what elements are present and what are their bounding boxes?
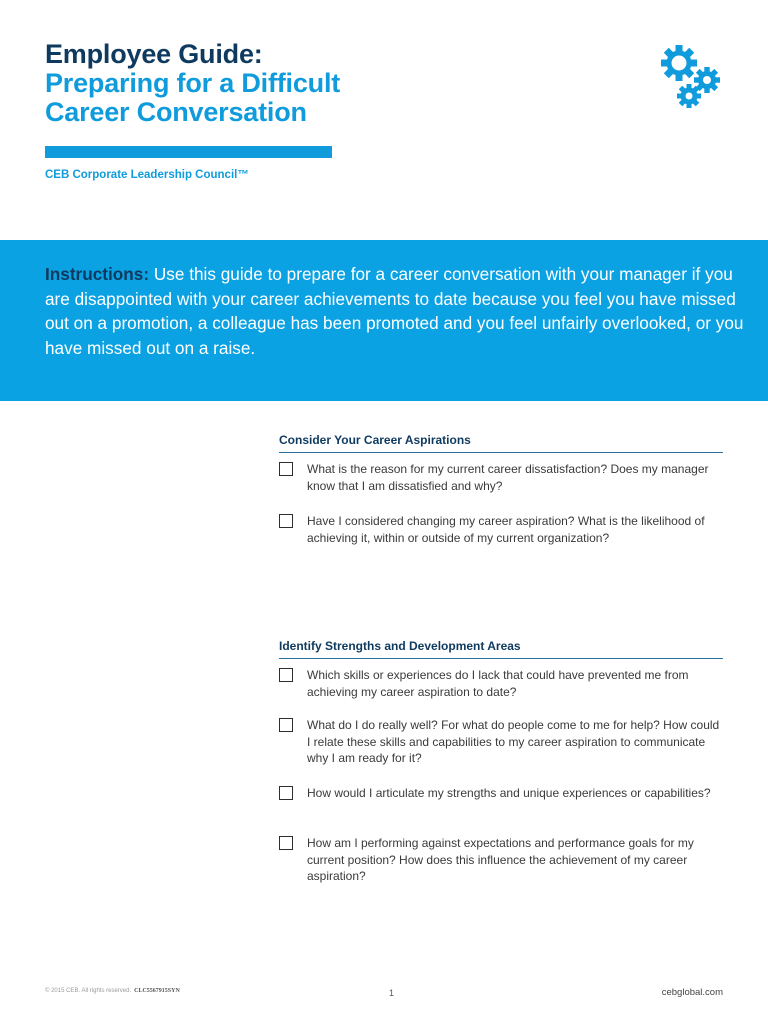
- instructions-text: [45, 262, 745, 360]
- checklist-item: [279, 667, 723, 700]
- checklist-item-text: Have I considered changing my career aspiration? What is the likelihood of achieving it, within or outside of my current organization?: [307, 514, 705, 545]
- checklist-item: [279, 717, 723, 767]
- website-link[interactable]: cebglobal.com: [661, 987, 723, 998]
- checkbox[interactable]: [279, 718, 293, 732]
- title-underline-bar: [45, 146, 332, 158]
- section-heading: Identify Strengths and Development Areas: [279, 639, 723, 659]
- checklist-item: [279, 785, 723, 802]
- checklist-item-text: What do I do really well? For what do people come to me for help? How could I relate these skills and capabilities to my career aspiration to communicate why I am ready for it?: [307, 718, 720, 766]
- footer-copyright: [45, 988, 180, 994]
- checklist-item-text: How would I articulate my strengths and unique experiences or capabilities?: [307, 786, 711, 800]
- title-line-3: Career Conversation: [45, 97, 307, 127]
- page-number: 1: [389, 988, 395, 998]
- organization-name: CEB Corporate Leadership Council™: [45, 169, 249, 181]
- title-line-2: Preparing for a Difficult: [45, 68, 341, 98]
- checklist-item-text: How am I performing against expectations and performance goals for my current position? How does this influence the achievement of my career aspiration?: [307, 836, 694, 884]
- checklist-item: [279, 513, 723, 546]
- section-strengths-development: [279, 639, 723, 884]
- instructions-label: Instructions:: [45, 264, 150, 284]
- checklist-item-text: What is the reason for my current career dissatisfaction? Does my manager know that I am dissatisfied and why?: [307, 462, 709, 493]
- checklist-item: [279, 835, 723, 885]
- checkbox[interactable]: [279, 462, 293, 476]
- checkbox[interactable]: [279, 514, 293, 528]
- checklist-item: [279, 461, 723, 494]
- checkbox[interactable]: [279, 668, 293, 682]
- instructions-body: Use this guide to prepare for a career conversation with your manager if you are disappointed with your career achievements to date because you feel you have missed out on a promotion, a colleague has been promoted and you feel unfairly overlooked, or you have missed out on a raise.: [45, 264, 744, 358]
- section-heading: Consider Your Career Aspirations: [279, 433, 723, 453]
- checkbox[interactable]: [279, 786, 293, 800]
- title-line-1: Employee Guide:: [45, 39, 263, 69]
- section-career-aspirations: [279, 433, 723, 545]
- gears-icon: [660, 42, 724, 108]
- copyright-text: © 2015 CEB. All rights reserved.: [45, 988, 132, 994]
- page-title: [45, 40, 605, 127]
- document-code: CLC5567915SYN: [134, 988, 180, 994]
- checkbox[interactable]: [279, 836, 293, 850]
- checklist-item-text: Which skills or experiences do I lack that could have prevented me from achieving my career aspiration to date?: [307, 668, 689, 699]
